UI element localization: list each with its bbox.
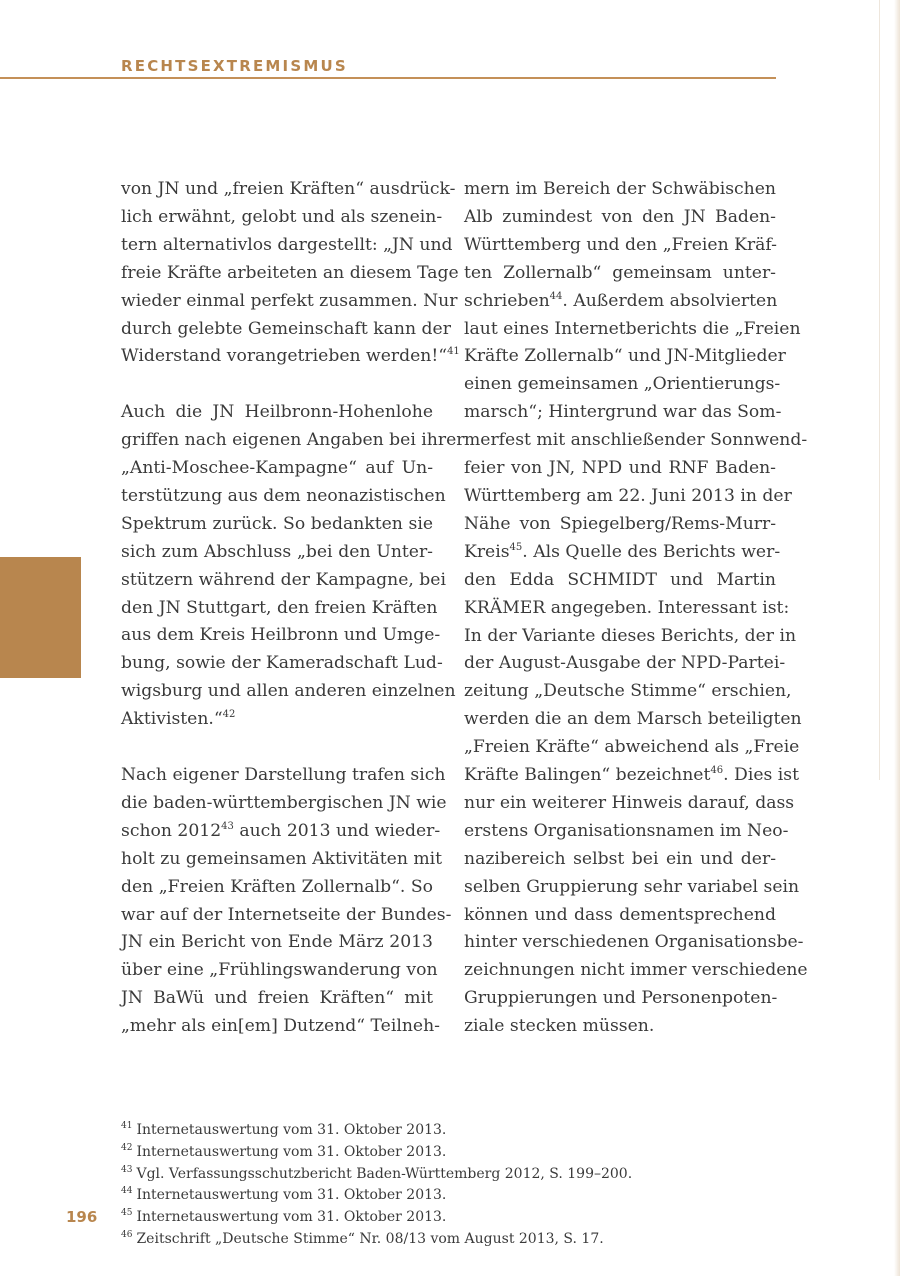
- text-line: von JN und „freien Kräften“ ausdrück-: [121, 179, 456, 199]
- text-segment: Kräfte Balingen“ bezeichnet: [464, 765, 711, 786]
- text-line: JN BaWü und freien Kräften“ mit: [121, 988, 433, 1009]
- text-line: der August-Ausgabe der NPD-Partei-: [464, 653, 786, 674]
- text-line: In der Variante dieses Berichts, der in: [464, 625, 797, 646]
- text-line: feier von JN, NPD und RNF Baden-: [464, 458, 776, 479]
- text-line: lich erwähnt, gelobt und als szenein-: [121, 206, 443, 227]
- text-line: Kräfte Zollernalb“ und JN-Mitglieder: [464, 346, 786, 367]
- footnote-number: 46: [121, 1229, 133, 1240]
- footnotes: [121, 1120, 741, 1251]
- footnote: [121, 1142, 741, 1164]
- text-segment: schrieben: [464, 290, 550, 311]
- chapter-tab-marker: [0, 557, 81, 678]
- footnote-ref-43[interactable]: 43: [221, 820, 234, 832]
- page-edge-line: [879, 0, 880, 780]
- footnote-ref-44[interactable]: 44: [549, 290, 563, 302]
- footnote-number: 41: [121, 1121, 133, 1131]
- text-segment: Aktivisten.“: [121, 709, 223, 730]
- text-line: den Edda SCHMIDT und Martin: [464, 569, 776, 590]
- text-line: merfest mit anschließender Sonnwend-: [464, 430, 808, 451]
- text-line: die baden-württembergischen JN wie: [121, 792, 447, 813]
- text-line: den JN Stuttgart, den freien Kräften: [121, 597, 438, 618]
- footnote-text: Internetauswertung vom 31. Oktober 2013.: [136, 1209, 447, 1226]
- footnote-ref-46[interactable]: 46: [710, 765, 724, 777]
- text-line: Nach eigener Darstellung trafen sich: [121, 765, 446, 785]
- text-line: wigsburg und allen anderen einzelnen: [121, 681, 456, 702]
- text-line: „mehr als ein[em] Dutzend“ Teilneh-: [121, 1016, 440, 1037]
- text-line: [121, 818, 441, 846]
- text-line: Württemberg am 22. Juni 2013 in der: [464, 485, 792, 506]
- text-column-left: [121, 176, 465, 1041]
- text-line: KRÄMER angegeben. Interessant ist:: [464, 597, 790, 618]
- text-segment: Widerstand vorangetrieben werden!“: [121, 346, 448, 367]
- text-line: zeichnungen nicht immer verschiedene: [464, 960, 808, 981]
- text-line: [121, 343, 460, 371]
- text-line: „Freien Kräfte“ abweichend als „Freie: [464, 737, 800, 758]
- text-line: Spektrum zurück. So bedankten sie: [121, 513, 433, 534]
- text-line: einen gemeinsamen „Orientierungs-: [464, 374, 781, 395]
- footnote-number: 44: [121, 1186, 133, 1197]
- text-segment: auch 2013 und wieder-: [233, 820, 441, 841]
- text-line: Alb zumindest von den JN Baden-: [464, 206, 776, 227]
- text-line: war auf der Internetseite der Bundes-: [121, 904, 452, 925]
- footnote-text: Internetauswertung vom 31. Oktober 2013.: [136, 1143, 447, 1160]
- text-line: bung, sowie der Kameradschaft Lud-: [121, 653, 443, 674]
- text-line: Nähe von Spiegelberg/Rems-Murr-: [464, 513, 776, 534]
- text-line: griffen nach eigenen Angaben bei ihrer: [121, 430, 465, 451]
- text-line: können und dass dementsprechend: [464, 904, 776, 925]
- footnote-number: 42: [121, 1142, 133, 1153]
- text-line: Auch die JN Heilbronn-Hohenlohe: [121, 402, 433, 423]
- text-line: [464, 762, 800, 790]
- page-number: 196: [66, 1208, 98, 1226]
- text-line: wieder einmal perfekt zusammen. Nur: [121, 290, 458, 311]
- text-line: terstützung aus dem neonazistischen: [121, 485, 446, 506]
- text-line: Gruppierungen und Personenpoten-: [464, 988, 778, 1009]
- footnote-text: Zeitschrift „Deutsche Stimme“ Nr. 08/13 vom August 2013, S. 17.: [136, 1230, 604, 1247]
- text-line: [464, 288, 776, 316]
- text-line: selben Gruppierung sehr variabel sein: [464, 876, 800, 897]
- footnote-ref-41[interactable]: 41: [447, 346, 460, 358]
- footnote-text: Internetauswertung vom 31. Oktober 2013.: [136, 1122, 447, 1138]
- footnote: [121, 1164, 741, 1186]
- text-line: hinter verschiedenen Organisationsbe-: [464, 932, 804, 953]
- text-line: nur ein weiterer Hinweis darauf, dass: [464, 792, 795, 813]
- text-segment: . Als Quelle des Berichts wer-: [522, 541, 781, 562]
- footnote-ref-42[interactable]: 42: [222, 709, 236, 721]
- text-line: marsch“; Hintergrund war das Som-: [464, 402, 782, 423]
- text-segment: Kreis: [464, 541, 510, 562]
- footnote: [121, 1185, 741, 1207]
- text-line: nazibereich selbst bei ein und der-: [464, 848, 776, 869]
- text-line: [121, 706, 433, 734]
- text-line: den „Freien Kräften Zollernalb“. So: [121, 876, 433, 897]
- text-line: stützern während der Kampagne, bei: [121, 569, 446, 590]
- text-line: Württemberg und den „Freien Kräf-: [464, 234, 777, 255]
- text-line: „Anti-Moschee-Kampagne“ auf Un-: [121, 458, 433, 479]
- paragraph-gap: [121, 734, 433, 762]
- header-rule: [0, 77, 776, 79]
- text-segment: . Außerdem absolvierten: [562, 290, 778, 311]
- text-line: freie Kräfte arbeiteten an diesem Tage: [121, 262, 459, 283]
- text-line: werden die an dem Marsch beteiligten: [464, 709, 802, 730]
- text-line: ziale stecken müssen.: [464, 1016, 655, 1037]
- text-line: aus dem Kreis Heilbronn und Umge-: [121, 625, 441, 646]
- footnote: [121, 1120, 741, 1142]
- text-line: laut eines Internetberichts die „Freien: [464, 318, 801, 339]
- footnote: [121, 1229, 741, 1251]
- text-segment: schon 2012: [121, 820, 222, 841]
- text-line: sich zum Abschluss „bei den Unter-: [121, 541, 433, 562]
- text-line: über eine „Frühlingswanderung von: [121, 960, 438, 981]
- footnote-ref-45[interactable]: 45: [509, 541, 523, 553]
- text-line: [464, 539, 781, 567]
- text-column-right: [464, 176, 808, 1041]
- text-line: zeitung „Deutsche Stimme“ erschien,: [464, 681, 792, 702]
- footnote-text: Internetauswertung vom 31. Oktober 2013.: [136, 1187, 447, 1204]
- running-header-title: RECHTSEXTREMISMUS: [121, 57, 348, 75]
- text-segment: . Dies ist: [723, 765, 800, 786]
- text-line: tern alternativlos dargestellt: „JN und: [121, 234, 453, 255]
- footnote: [121, 1207, 741, 1229]
- text-line: mern im Bereich der Schwäbischen: [464, 179, 776, 199]
- text-line: JN ein Bericht von Ende März 2013: [121, 932, 433, 953]
- paragraph-gap: [121, 371, 433, 399]
- footnote-number: 43: [121, 1164, 133, 1175]
- text-line: erstens Organisationsnamen im Neo-: [464, 820, 789, 841]
- footnote-number: 45: [121, 1208, 133, 1219]
- page-edge-shadow: [894, 0, 900, 1276]
- text-line: holt zu gemeinsamen Aktivitäten mit: [121, 848, 443, 869]
- text-line: durch gelebte Gemeinschaft kann der: [121, 318, 451, 339]
- text-line: ten Zollernalb“ gemeinsam unter-: [464, 262, 776, 283]
- footnote-text: Vgl. Verfassungsschutzbericht Baden-Württemberg 2012, S. 199–200.: [136, 1165, 633, 1182]
